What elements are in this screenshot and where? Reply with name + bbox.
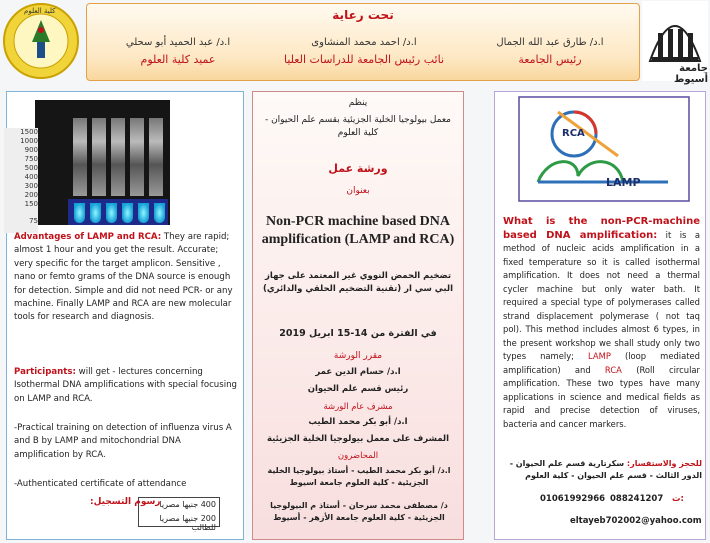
- lamp-label: LAMP: [606, 176, 641, 189]
- ladder-label: 500: [24, 164, 38, 172]
- lab-line: معمل بيولوجيا الخلية الجزيئية بقسم علم الحيوان - كلية العلوم: [264, 115, 452, 138]
- lecturer-2: د/ مصطفى محمد سرحان - أستاذ م البيولوجيا الجزيئية - كلية العلوم جامعة الأزهر - أسيوط: [270, 501, 448, 522]
- header-banner: [86, 3, 640, 81]
- ladder-label: 750: [24, 155, 38, 163]
- sponsor-name: ا.د/ احمد محمد المنشاوى: [311, 37, 417, 48]
- what-is-text: it is a method of nucleic acids amplification in a fixed temperature so it is called isothermal amplification. It does not need a thermal cycler machine but only water bath. It required a special type of polymerases called strand displacement polymerase ( not taq pol). This method includes almost 6 types, in the present workshop we shall study only two types namely;: [503, 229, 701, 361]
- lamp-description: (loop mediated amplification) and: [503, 351, 700, 375]
- faculty-logo: [2, 2, 80, 80]
- advantages-title: Advantages of LAMP and RCA:: [14, 232, 162, 242]
- ladder-label: 400: [24, 173, 38, 181]
- organizes-label: ينظم: [348, 98, 368, 108]
- supervisor-name: ا.د/ أبو بكر محمد الطيب: [308, 417, 408, 427]
- certificate-text: -Authenticated certificate of attendance: [14, 479, 187, 489]
- rca-description: (Roll circular amplification. These two types have many applications in science and medical fields as rapid and precise detection of viruses, bacteria and cancer markers.: [503, 364, 700, 429]
- participants-title: Participants:: [14, 367, 76, 377]
- ladder-label: 1500: [20, 128, 38, 136]
- sponsor-role: رئيس الجامعة: [518, 53, 582, 66]
- participants-text: will get - lectures concerning Isothermal DNA amplifications with special focusing on LAMP and RCA.: [14, 367, 238, 404]
- booking-paragraph: [500, 458, 702, 482]
- practical-training-text: -Practical training on detection of influenza virus A and B by LAMP and mitochondrial DNA amplification by RCA.: [14, 423, 232, 460]
- phone-label: ت:: [672, 494, 684, 504]
- booking-text: سكرتارية قسم علم الحيوان - الدور الثالث - قسم علم الحيوان - كلية العلوم: [509, 459, 702, 480]
- sponsor-name: ا.د/ طارق عبد الله الجمال: [496, 37, 604, 48]
- advantages-text: They are rapid; almost 1 hour and you get the result. Accurate; very specific for the target amplicon. Sensitive , nano or femto grams of the DNA source is enough for detection. Simple and did not need PCR- or any machine. Finally LAMP and RCA are new molecular tools for research and diagnosis.: [14, 232, 233, 323]
- what-is-title: What is the non-PCR-machine based DNA amplification:: [503, 216, 700, 241]
- titled-label: بعنوان: [346, 186, 370, 196]
- supervisor-role: المشرف على معمل بيولوجيا الخلية الجزيئية: [266, 434, 450, 444]
- advantages-paragraph: [14, 231, 238, 325]
- fee-line-1: 400 جنيها مصريا: [159, 500, 216, 509]
- ladder-label: 900: [24, 146, 38, 154]
- participants-paragraph: [14, 366, 238, 406]
- phone-1: 01061992966: [540, 494, 606, 504]
- booking-label: للحجز والاستفسار:: [626, 459, 702, 468]
- fee-label: رسوم التسجيل:: [90, 497, 161, 507]
- sponsor-vice-president: [279, 37, 449, 66]
- rapporteur-role: رئيس قسم علم الحيوان: [307, 384, 409, 394]
- ladder-label: 150: [24, 200, 38, 208]
- sponsor-dean: [93, 37, 263, 66]
- fluorescent-tubes: [68, 199, 168, 225]
- ladder-label: 200: [24, 191, 38, 199]
- lecturer-1: ا.د/ أبو بكر محمد الطيب - أستاذ بيولوجيا الخلية الجزيئية - كلية العلوم جامعة اسيوط: [267, 466, 451, 487]
- gel-ladder: [4, 128, 38, 233]
- sponsor-name: ا.د/ عبد الحميد أبو سحلي: [125, 37, 231, 48]
- ladder-label: 75: [29, 217, 38, 225]
- what-is-paragraph: [503, 215, 700, 431]
- supervisor-label: مشرف عام الورشة: [323, 402, 393, 412]
- sponsor-president: [465, 37, 635, 66]
- workshop-title: Non-PCR machine based DNA amplification (LAMP and RCA): [261, 214, 455, 247]
- patronage-title: تحت رعاية: [332, 8, 394, 22]
- ladder-label: 1000: [20, 137, 38, 145]
- phone-2: 088241207: [610, 494, 664, 504]
- sponsor-role: عميد كلية العلوم: [140, 53, 216, 66]
- university-logo: [642, 1, 708, 85]
- lecturers-label: المحاضرون: [337, 451, 379, 461]
- rca-term: RCA: [604, 364, 622, 375]
- rca-lamp-diagram: [518, 96, 690, 202]
- logo-caption: كلية العلوم: [24, 7, 56, 15]
- workshop-date: في الفترة من 14-15 ابريل 2019: [279, 328, 437, 339]
- fee-line-2: 200 جنيها مصريا للطالب: [159, 514, 216, 532]
- logo-caption: جامعة أسيوط: [674, 63, 708, 85]
- rapporteur-label: مقرر الورشة: [333, 351, 383, 361]
- contact-email: eltayeb702002@yahoo.com: [570, 516, 702, 526]
- ladder-label: 300: [24, 182, 38, 190]
- rapporteur-name: ا.د/ حسام الدين عمر: [315, 367, 401, 377]
- rca-label: RCA: [562, 128, 585, 139]
- workshop-label: ورشة عمل: [328, 162, 388, 175]
- workshop-subtitle-ar: تضخيم الحمض النووي غير المعتمد على جهاز البي سي ار (تقنية التضخيم الحلقي والدائري): [263, 271, 453, 294]
- lamp-term: LAMP: [588, 351, 611, 361]
- sponsor-role: نائب رئيس الجامعة للدراسات العليا: [283, 53, 445, 66]
